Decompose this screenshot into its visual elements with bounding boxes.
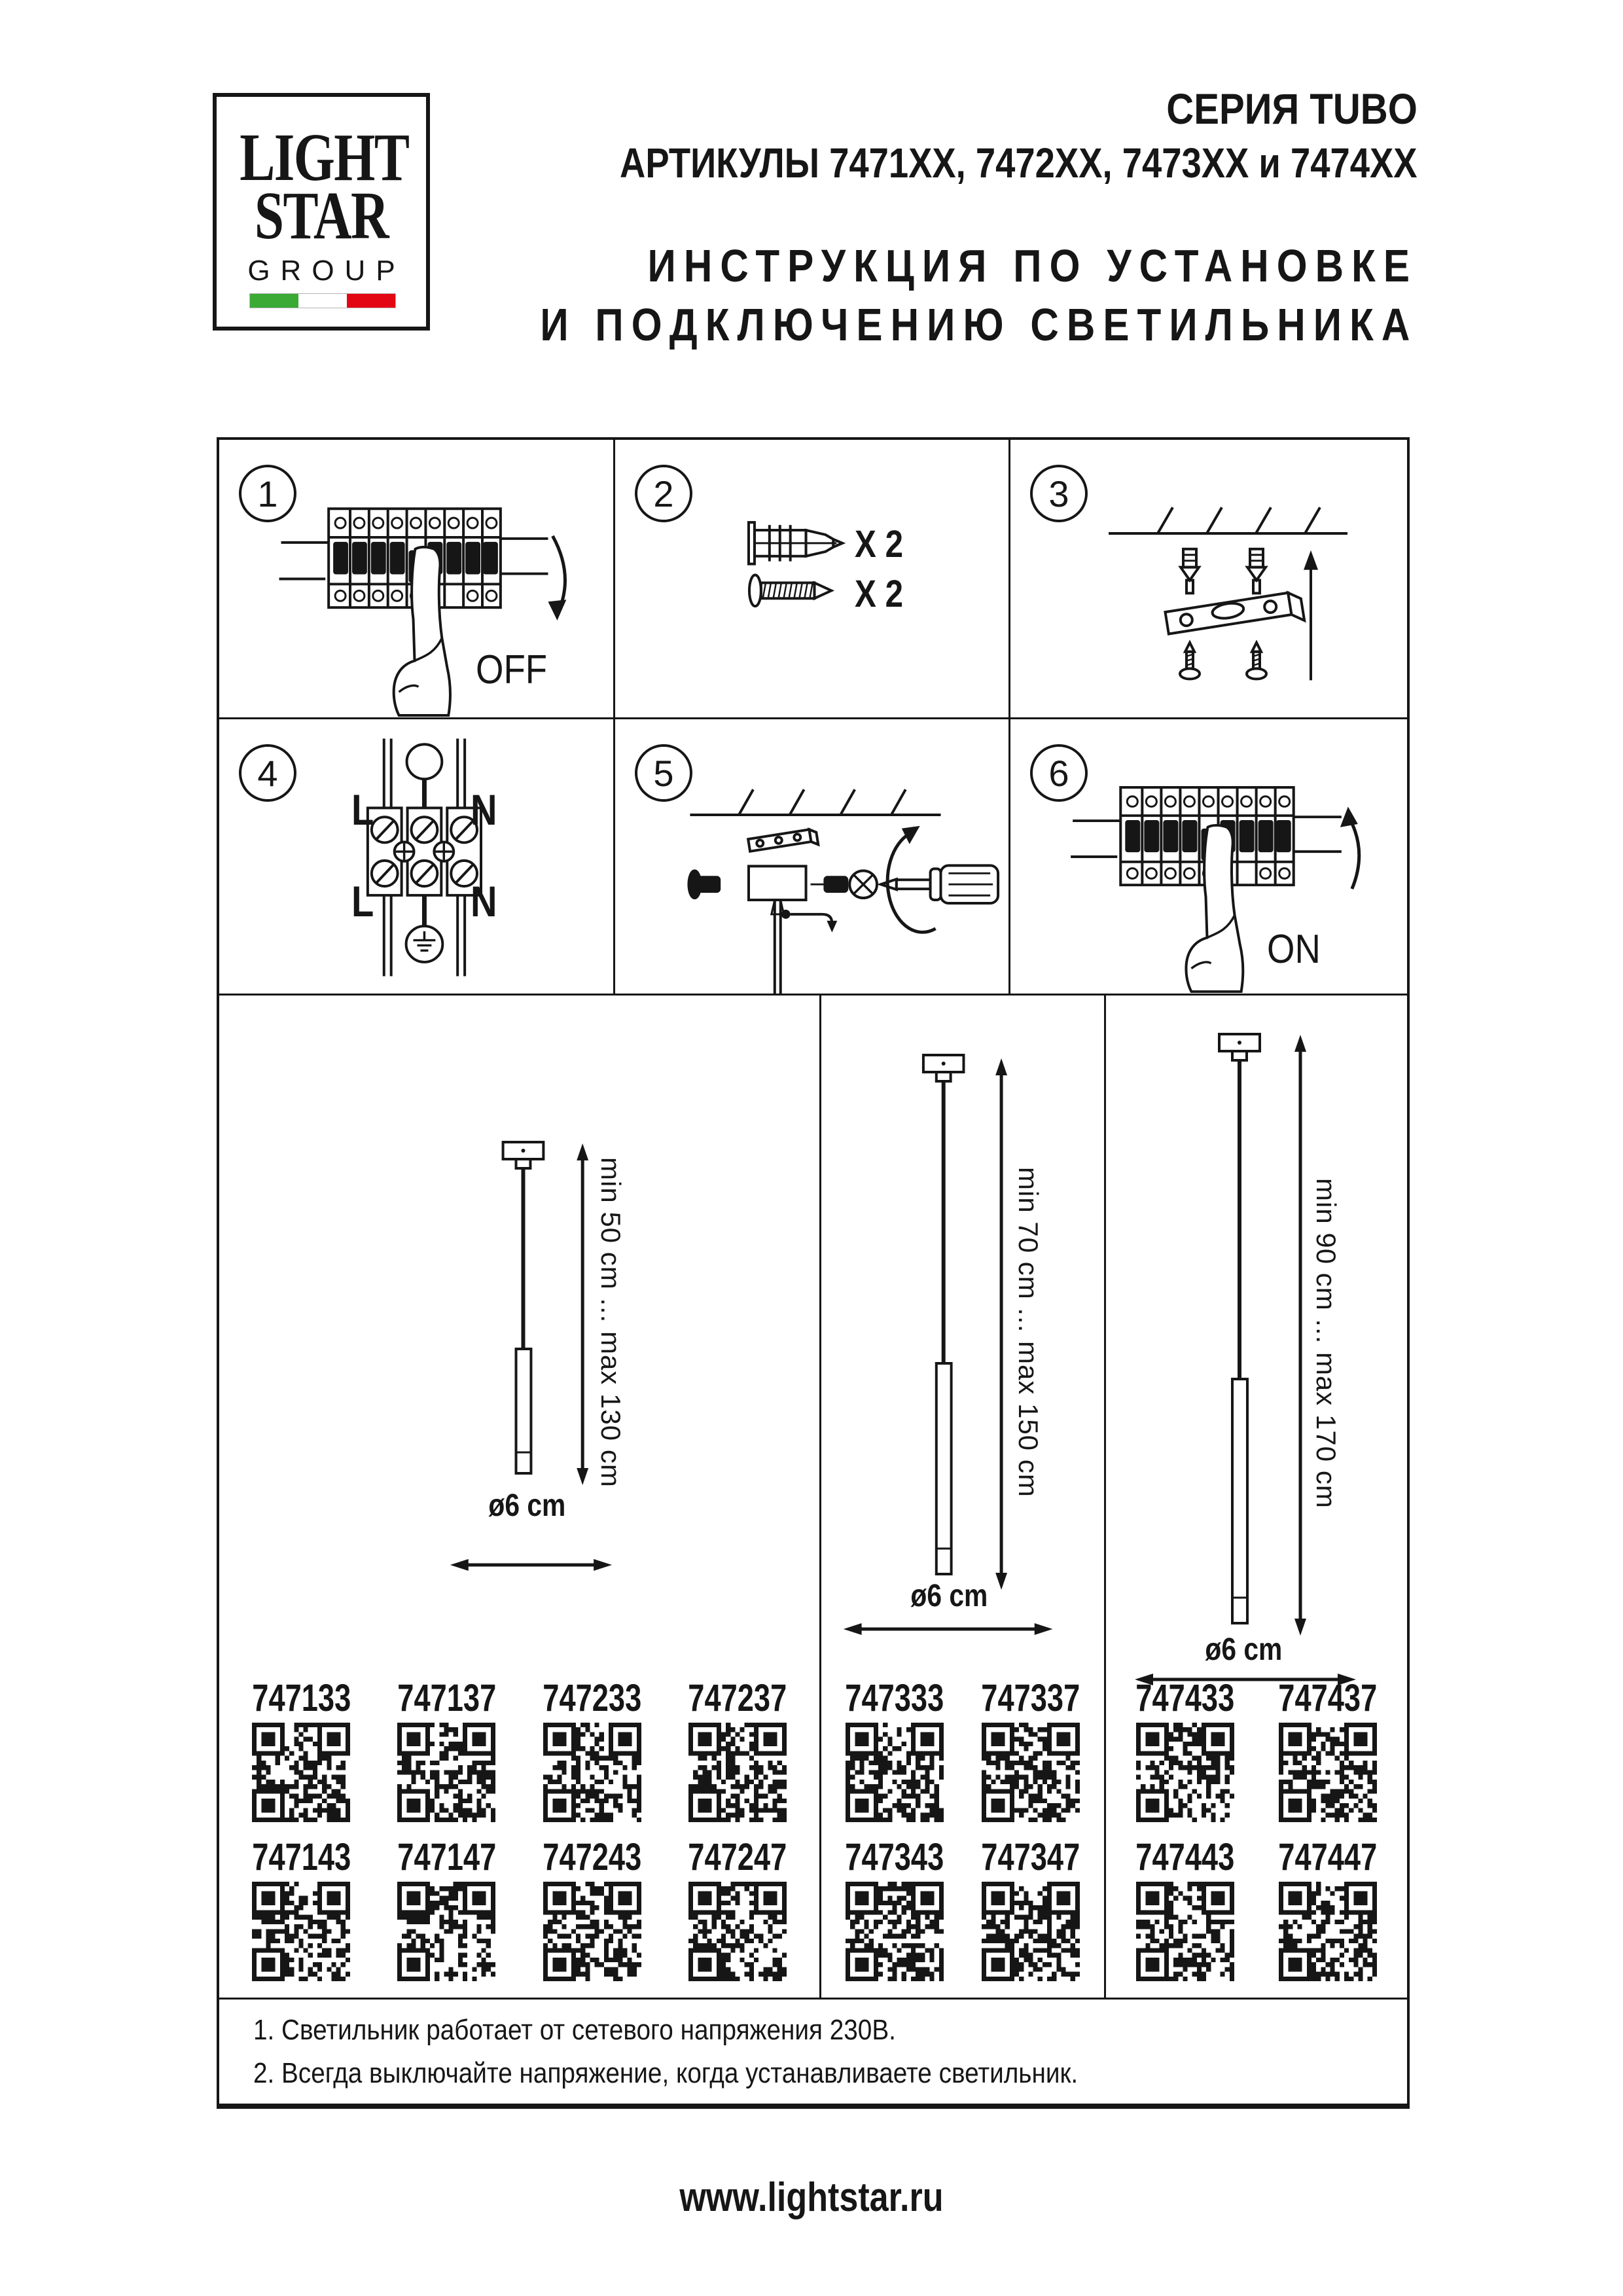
qr-code — [252, 1723, 350, 1822]
qr-code — [846, 1723, 944, 1822]
article-number: 747233 — [543, 1677, 642, 1719]
lamp-column-2 — [821, 996, 1106, 1998]
lamp-3-height-dimension: min 90 cm ... max 170 cm — [1311, 1178, 1342, 1509]
article-number: 747237 — [688, 1677, 787, 1719]
qr-code — [1279, 1882, 1377, 1981]
terminal-N-bottom-label: N — [471, 877, 497, 925]
article-item — [238, 1679, 365, 1822]
lamp-column-3 — [1106, 996, 1407, 1998]
note-1: 1. Светильник работает от сетевого напряжения 230В. — [253, 2013, 896, 2046]
notes-section — [219, 1998, 1407, 2104]
article-row — [1106, 1679, 1407, 1822]
article-item — [383, 1679, 510, 1822]
step-2-cell — [615, 440, 1010, 719]
lamp-3-diameter-label: ø6 cm — [1205, 1632, 1282, 1667]
article-number: 747443 — [1135, 1836, 1235, 1878]
article-row — [219, 1836, 819, 1981]
lamp-2-diameter-label: ø6 cm — [910, 1579, 988, 1613]
website-url: www.lightstar.ru — [679, 2175, 944, 2220]
flag-white-stripe — [298, 294, 347, 308]
flag-green-stripe — [250, 294, 298, 308]
step-3-cell — [1010, 440, 1407, 719]
logo-word-light: LIGHT — [240, 120, 409, 195]
article-row — [821, 1679, 1104, 1822]
step-1-cell — [219, 440, 615, 719]
step-3-number: 3 — [1030, 465, 1088, 522]
anchor-qty-label: X 2 — [855, 523, 904, 565]
article-item — [1264, 1836, 1391, 1981]
article-item — [674, 1679, 801, 1822]
article-item — [529, 1679, 656, 1822]
terminal-L-top-label: L — [351, 785, 374, 834]
qr-code — [846, 1882, 944, 1981]
step-6-cell — [1010, 719, 1407, 996]
article-number: 747143 — [251, 1836, 351, 1878]
article-item — [238, 1836, 365, 1981]
article-number: 747447 — [1278, 1836, 1378, 1878]
article-item — [967, 1679, 1094, 1822]
instruction-title-line2: И ПОДКЛЮЧЕНИЮ СВЕТИЛЬНИКА — [539, 299, 1418, 350]
article-number: 747337 — [981, 1677, 1080, 1719]
lamp-column-1 — [219, 996, 821, 1998]
step-4-number: 4 — [239, 744, 296, 802]
lamp-1-height-dimension: min 50 cm ... max 130 cm — [596, 1157, 626, 1488]
series-title: СЕРИЯ TUBO — [1166, 84, 1418, 133]
lightstar-logo — [213, 93, 430, 331]
step-4-cell — [219, 719, 615, 996]
screw-qty-label: X 2 — [855, 573, 904, 615]
italy-flag-icon — [249, 293, 396, 308]
article-item — [1122, 1679, 1249, 1822]
step-1-number: 1 — [239, 465, 296, 522]
article-number: 747433 — [1135, 1677, 1235, 1719]
article-number: 747347 — [981, 1836, 1080, 1878]
step-5-number: 5 — [635, 744, 692, 802]
arrow-up-icon — [1340, 806, 1359, 889]
qr-code — [397, 1882, 495, 1981]
article-item — [1264, 1679, 1391, 1822]
qr-code — [252, 1882, 350, 1981]
qr-code — [982, 1723, 1080, 1822]
lamp-2-height-dimension: min 70 cm ... max 150 cm — [1013, 1167, 1044, 1498]
article-item — [529, 1836, 656, 1981]
terminal-N-top-label: N — [471, 785, 497, 834]
article-number: 747147 — [397, 1836, 496, 1878]
article-row — [219, 1679, 819, 1822]
qr-code — [982, 1882, 1080, 1981]
instruction-title-line1: ИНСТРУКЦИЯ ПО УСТАНОВКЕ — [647, 240, 1418, 291]
flag-red-stripe — [347, 294, 395, 308]
article-row — [1106, 1836, 1407, 1981]
qr-code — [543, 1723, 641, 1822]
article-number: 747137 — [397, 1677, 496, 1719]
article-item — [383, 1836, 510, 1981]
article-item — [674, 1836, 801, 1981]
articles-subtitle: АРТИКУЛЫ 7471ХХ, 7472ХХ, 7473ХХ и 7474ХХ — [620, 139, 1418, 187]
step-2-number: 2 — [635, 465, 692, 522]
off-label: OFF — [476, 647, 548, 692]
terminal-L-bottom-label: L — [351, 877, 374, 925]
step-6-number: 6 — [1030, 744, 1088, 802]
qr-code — [688, 1723, 787, 1822]
instruction-table — [217, 437, 1410, 2109]
article-number: 747333 — [845, 1677, 944, 1719]
article-item — [1122, 1836, 1249, 1981]
article-item — [831, 1836, 958, 1981]
on-label: ON — [1267, 927, 1321, 972]
qr-code — [1136, 1882, 1234, 1981]
note-2: 2. Всегда выключайте напряжение, когда устанавливаете светильник. — [253, 2056, 1079, 2089]
step-5-cell — [615, 719, 1010, 996]
arrow-down-icon — [548, 536, 566, 620]
article-number: 747133 — [251, 1677, 351, 1719]
article-number: 747437 — [1278, 1677, 1378, 1719]
article-number: 747247 — [688, 1836, 787, 1878]
qr-code — [1279, 1723, 1377, 1822]
qr-code — [1136, 1723, 1234, 1822]
logo-word-group: GROUP — [247, 254, 406, 287]
article-row — [821, 1836, 1104, 1981]
logo-word-star: STAR — [254, 178, 389, 254]
article-number: 747343 — [845, 1836, 944, 1878]
qr-code — [688, 1882, 787, 1981]
article-number: 747243 — [543, 1836, 642, 1878]
lamp-1-diameter-label: ø6 cm — [488, 1488, 565, 1523]
qr-code — [397, 1723, 495, 1822]
qr-code — [543, 1882, 641, 1981]
article-item — [831, 1679, 958, 1822]
article-item — [967, 1836, 1094, 1981]
